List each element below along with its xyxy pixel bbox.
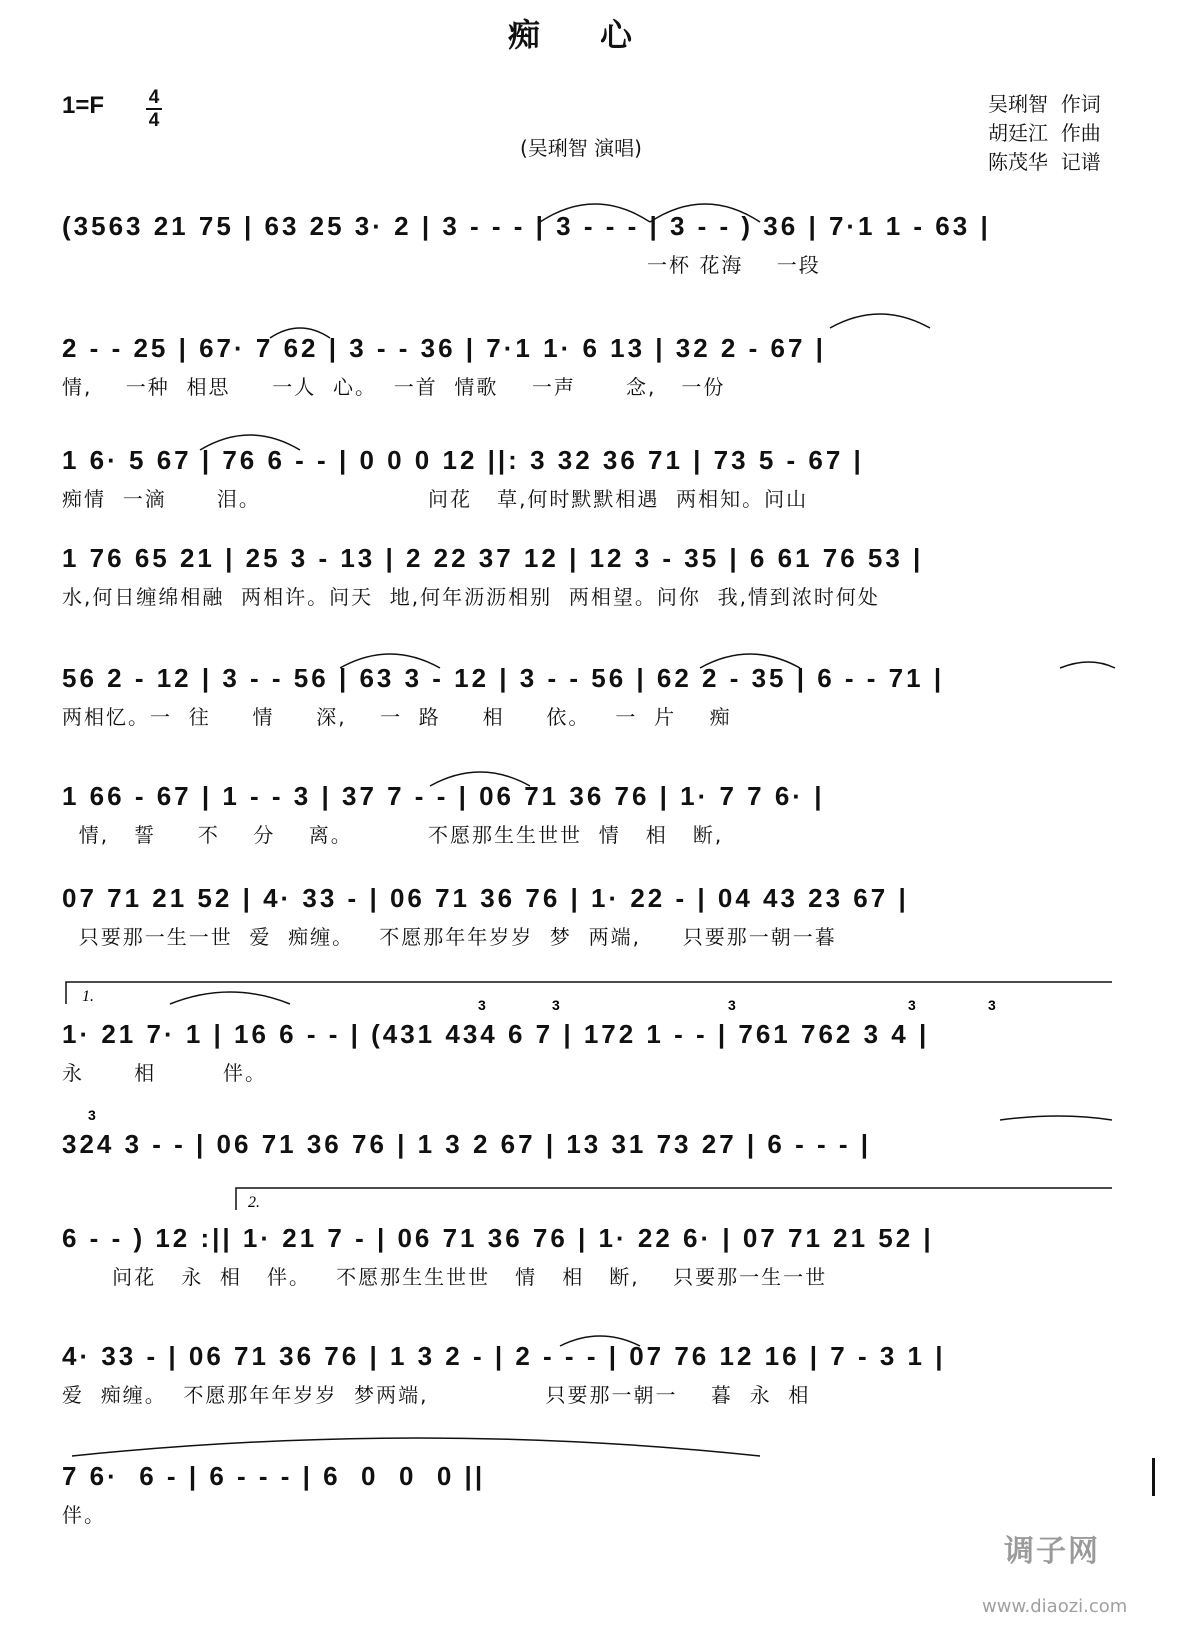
site-watermark-url: www.diaozi.com (982, 1596, 1128, 1617)
notation-line: 07 71 21 52 | 4· 33 - | 06 71 36 76 | 1· 22 - | 04 43 23 67 | (62, 883, 909, 913)
notation-line: 6 - - ) 12 :|| 1· 21 7 - | 06 71 36 76 | 1· 22 6· | 07 71 21 52 | (62, 1223, 934, 1253)
notation-line: 1 6· 5 67 | 76 6 - - | 0 0 0 12 ||: 3 32 36 71 | 73 5 - 67 | (62, 445, 864, 475)
notation-line: 7 6· 6 - | 6 - - - | 6 0 0 0 || (62, 1461, 486, 1491)
lyricist-credit: 吴琍智 作词 (988, 92, 1101, 116)
tie-slur (1060, 662, 1115, 668)
volta-2-label: 2. (248, 1194, 260, 1211)
tie-slur (170, 992, 290, 1004)
tie-slur (430, 772, 530, 786)
volta-1-label: 1. (82, 988, 94, 1005)
notation-line: 4· 33 - | 06 71 36 76 | 1 3 2 - | 2 - - - | 07 76 12 16 | 7 - 3 1 | (62, 1341, 946, 1371)
song-title: 痴心 (507, 16, 692, 54)
lyric-line: 情, 一种 相思 一人 心。 一首 情歌 一声 念, 一份 (62, 375, 726, 399)
triplet-mark: 3 (88, 1107, 96, 1123)
tie-slur (540, 204, 650, 222)
tie-slur (340, 654, 440, 668)
notation-line: 324 3 - - | 06 71 36 76 | 1 3 2 67 | 13 31 73 27 | 6 - - - | (62, 1129, 871, 1159)
singer-credit: (吴琍智 演唱) (520, 136, 642, 160)
triplet-mark: 3 (908, 997, 916, 1013)
lyric-line: 爱 痴缠。 不愿那年年岁岁 梦两端, 只要那一朝一 暮 永 相 (62, 1383, 811, 1407)
tie-slur (270, 328, 330, 338)
notation-line: 1 66 - 67 | 1 - - 3 | 37 7 - - | 06 71 36 76 | 1· 7 7 6· | (62, 781, 825, 811)
lyric-line: 水,何日缠绵相融 两相许。问天 地,何年沥沥相别 两相望。问你 我,情到浓时何处 (62, 585, 880, 609)
tie-slur (830, 314, 930, 328)
tie-slur (650, 204, 760, 222)
notation-line: (3563 21 75 | 63 25 3· 2 | 3 - - - | 3 - - - | 3 - - ) 36 | 7·1 1 - 63 | (62, 211, 991, 241)
time-signature-top: 4 (148, 87, 160, 108)
volta-bracket-2 (236, 1188, 1112, 1210)
lyric-line: 永 相 伴。 (62, 1061, 268, 1085)
time-signature-bottom: 4 (148, 110, 160, 131)
notation-line: 56 2 - 12 | 3 - - 56 | 63 3 - 12 | 3 - - 56 | 62 2 - 35 | 6 - - 71 | (62, 663, 945, 693)
lyric-line: 一杯 花海 一段 (62, 253, 821, 277)
lyric-line: 情, 誓 不 分 离。 不愿那生生世世 情 相 断, (62, 823, 724, 847)
notation-line: 1· 21 7· 1 | 16 6 - - | (431 434 6 7 | 172 1 - - | 761 762 3 4 | (62, 1019, 930, 1049)
lyric-line: 只要那一生一世 爱 痴缠。 不愿那年年岁岁 梦 两端, 只要那一朝一暮 (62, 925, 837, 949)
lyric-line: 伴。 (62, 1503, 106, 1527)
volta-bracket-1 (66, 982, 1112, 1004)
tie-slur (700, 654, 800, 668)
triplet-mark: 3 (728, 997, 736, 1013)
key-signature: 1=F (62, 92, 105, 119)
lyric-line: 两相忆。一 往 情 深, 一 路 相 依。 一 片 痴 (62, 705, 732, 729)
tie-slur (1000, 1116, 1112, 1120)
triplet-mark: 3 (478, 997, 486, 1013)
triplet-mark: 3 (988, 997, 996, 1013)
tie-slur (200, 435, 300, 450)
notation-line: 1 76 65 21 | 25 3 - 13 | 2 22 37 12 | 12 3 - 35 | 6 61 76 53 | (62, 543, 924, 573)
lyric-line: 痴情 一滴 泪。 问花 草,何时默默相遇 两相知。问山 (62, 487, 809, 511)
tie-slur (560, 1336, 640, 1346)
transcriber-credit: 陈茂华 记谱 (988, 150, 1101, 174)
composer-credit: 胡廷江 作曲 (988, 121, 1101, 145)
lyric-line: 问花 永 相 伴。 不愿那生生世世 情 相 断, 只要那一生一世 (62, 1265, 828, 1289)
tie-slur (72, 1438, 760, 1456)
triplet-mark: 3 (552, 997, 560, 1013)
notation-line: 2 - - 25 | 67· 7 62 | 3 - - 36 | 7·1 1· 6 13 | 32 2 - 67 | (62, 333, 826, 363)
site-watermark: 调子网 (1004, 1534, 1100, 1569)
